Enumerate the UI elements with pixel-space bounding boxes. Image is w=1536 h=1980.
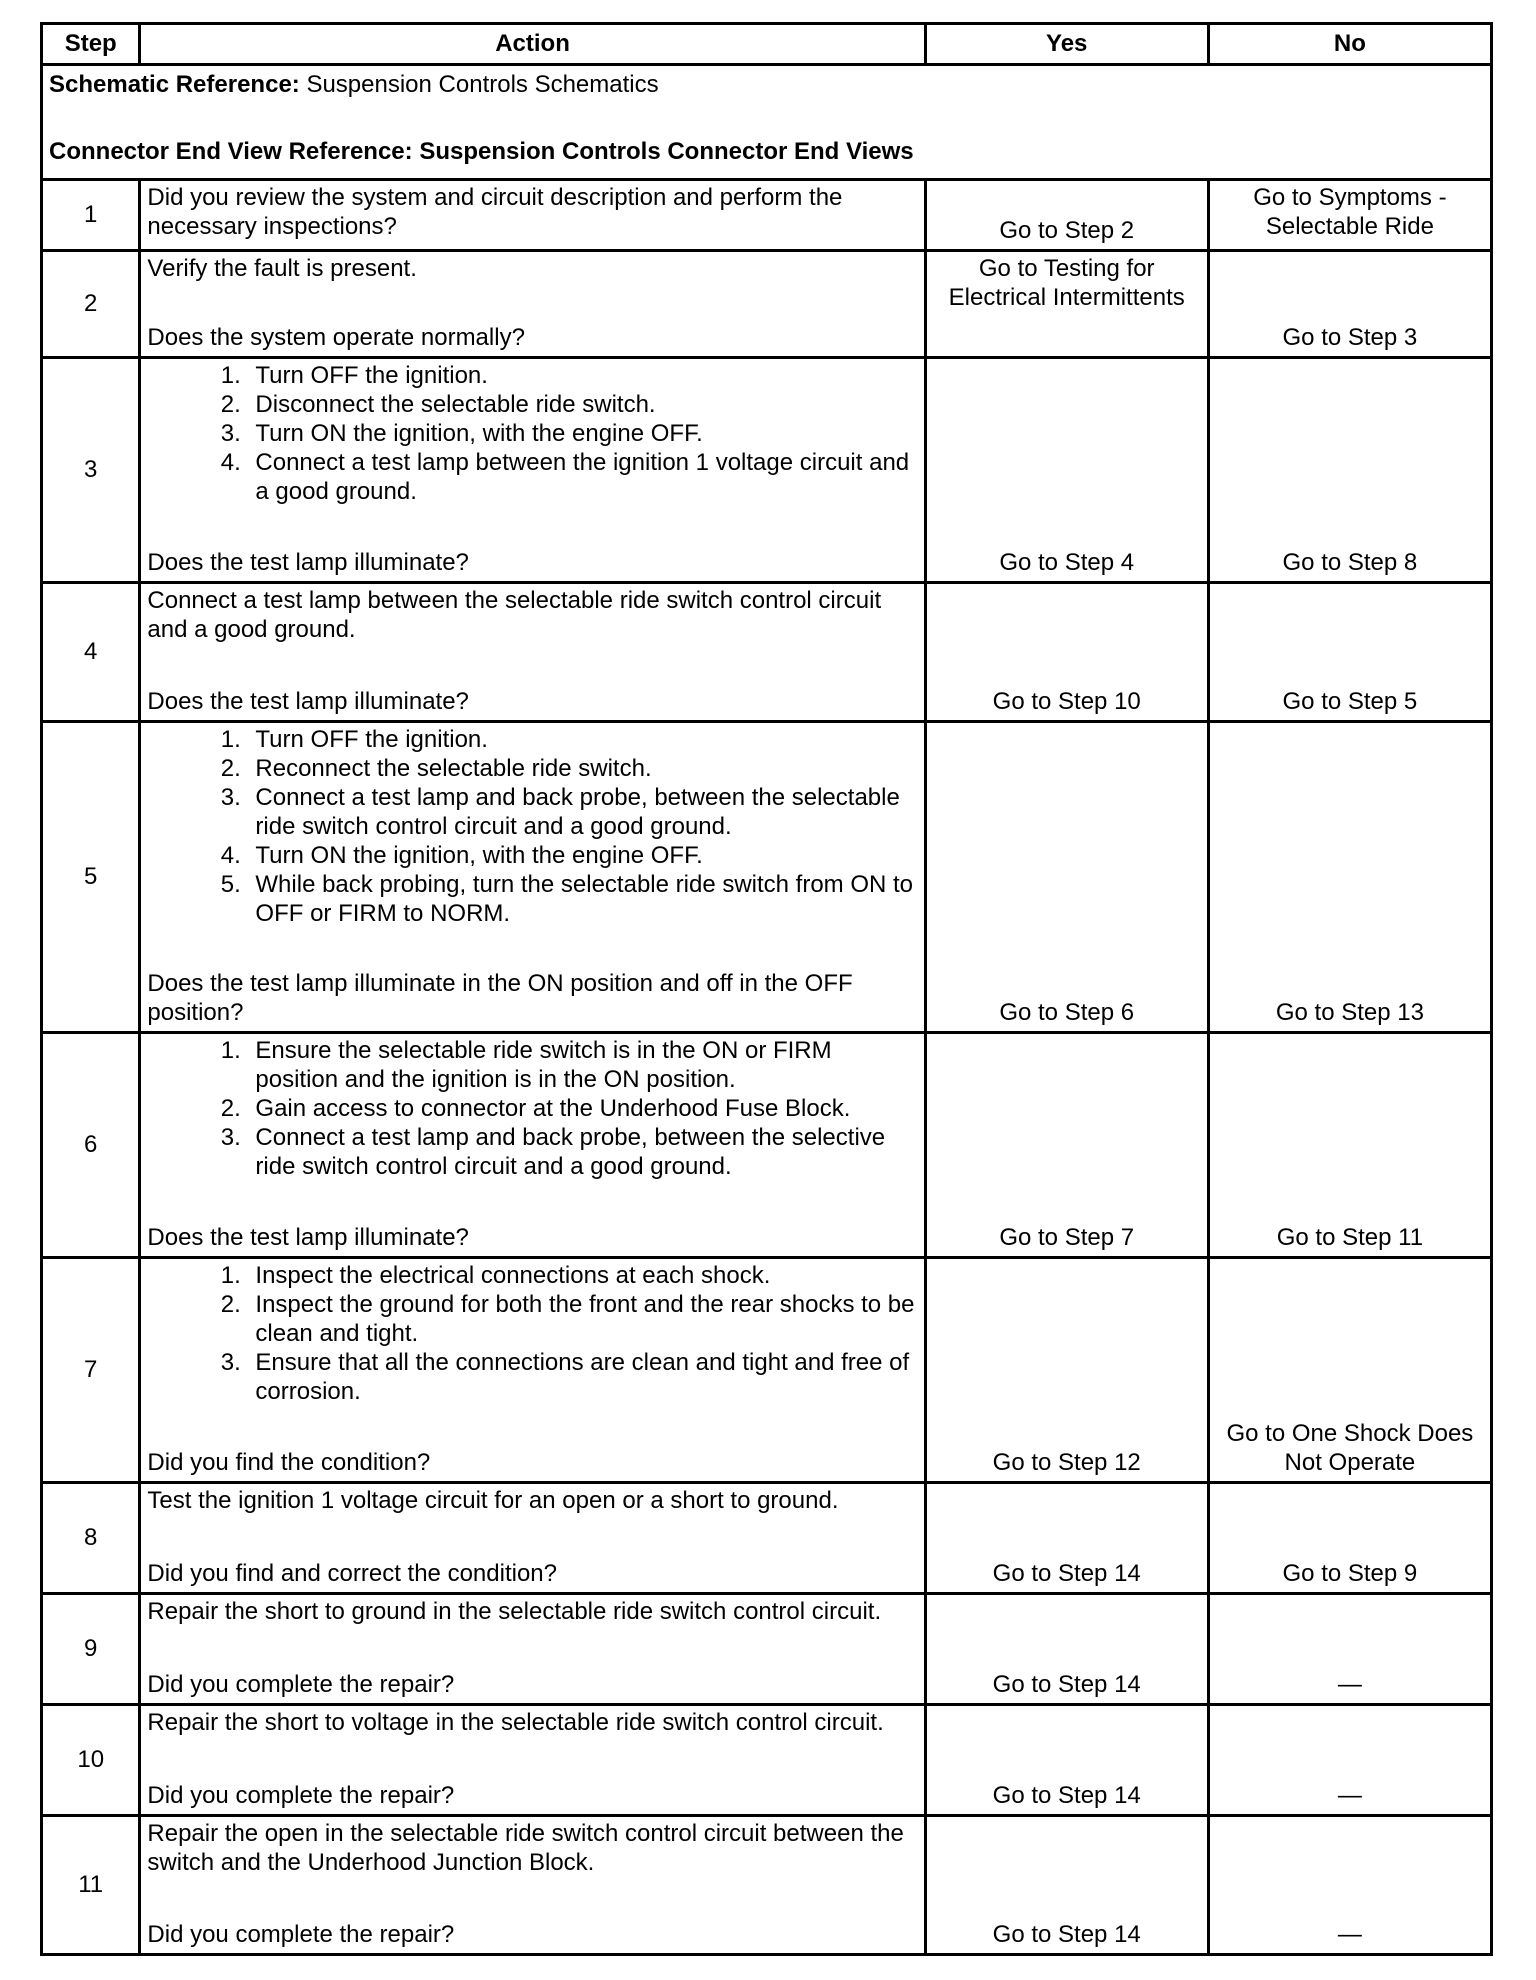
action-steps-list: [147, 1261, 917, 1406]
schematic-reference-label: Schematic Reference:: [49, 71, 300, 98]
action-step-item: 4. Connect a test lamp between the ignition 1 voltage circuit and a good ground.: [247, 448, 917, 506]
step-number: 1: [42, 180, 140, 251]
action-step-item: 3. Connect a test lamp and back probe, between the selectable ride switch control circuit and a good ground.: [247, 783, 917, 841]
action-question: Does the test lamp illuminate?: [147, 1224, 469, 1251]
step-number: 2: [42, 251, 140, 358]
step-action: [140, 1033, 925, 1258]
step-action: [140, 583, 925, 722]
yes-result: Go to Step 10: [925, 583, 1208, 722]
no-result: Go to Step 3: [1208, 251, 1491, 358]
action-question: Did you find and correct the condition?: [147, 1560, 557, 1587]
action-step-item: 1. Turn OFF the ignition.: [247, 361, 917, 390]
yes-result: Go to Step 14: [925, 1483, 1208, 1594]
action-question: Did you complete the repair?: [147, 1782, 455, 1809]
action-question: Does the system operate normally?: [147, 324, 525, 351]
connector-reference-text: Connector End View Reference: Suspension Controls Connector End Views: [49, 138, 914, 165]
action-text: Connect a test lamp between the selectable ride switch control circuit and a good ground.: [147, 587, 882, 643]
action-step-item: 1. Turn OFF the ignition.: [247, 725, 917, 754]
table-row: [42, 180, 1492, 251]
action-text: Repair the open in the selectable ride switch control circuit between the switch and the Underhood Junction Block.: [147, 1820, 904, 1876]
step-number: 5: [42, 722, 140, 1033]
action-question: Does the test lamp illuminate in the ON position and off in the OFF position?: [147, 970, 853, 1026]
action-question: Does the test lamp illuminate?: [147, 549, 469, 576]
action-text: Verify the fault is present.: [147, 255, 417, 282]
header-yes: Yes: [925, 24, 1208, 65]
no-result: —: [1208, 1705, 1491, 1816]
step-number: 3: [42, 358, 140, 583]
step-number: 4: [42, 583, 140, 722]
table-row: [42, 251, 1492, 358]
header-action: Action: [140, 24, 925, 65]
action-steps-list: [147, 1036, 917, 1181]
action-question: Does the test lamp illuminate?: [147, 688, 469, 715]
no-result: Go to Step 11: [1208, 1033, 1491, 1258]
reference-cell: [42, 65, 1492, 180]
action-steps-list: [147, 361, 917, 506]
connector-reference: [49, 137, 1484, 166]
yes-result: Go to Step 2: [925, 180, 1208, 251]
step-action: [140, 1705, 925, 1816]
header-row: [42, 24, 1492, 65]
table-row: [42, 1816, 1492, 1955]
yes-result: Go to Step 14: [925, 1705, 1208, 1816]
action-step-item: 1. Inspect the electrical connections at each shock.: [247, 1261, 917, 1290]
action-text: Did you review the system and circuit description and perform the necessary inspections?: [147, 184, 843, 240]
step-action: [140, 358, 925, 583]
diagnostic-table: [40, 22, 1493, 1956]
step-number: 7: [42, 1258, 140, 1483]
step-action: [140, 251, 925, 358]
step-number: 10: [42, 1705, 140, 1816]
yes-result: Go to Testing for Electrical Intermittents: [925, 251, 1208, 358]
action-step-item: 3. Ensure that all the connections are clean and tight and free of corrosion.: [247, 1348, 917, 1406]
step-number: 6: [42, 1033, 140, 1258]
no-result: Go to Step 5: [1208, 583, 1491, 722]
no-result: Go to One Shock Does Not Operate: [1208, 1258, 1491, 1483]
action-question: Did you find the condition?: [147, 1449, 431, 1476]
step-number: 8: [42, 1483, 140, 1594]
step-action: [140, 722, 925, 1033]
action-step-item: 2. Disconnect the selectable ride switch.: [247, 390, 917, 419]
step-action: [140, 180, 925, 251]
no-result: Go to Step 8: [1208, 358, 1491, 583]
table-row: [42, 358, 1492, 583]
action-step-item: 5. While back probing, turn the selectable ride switch from ON to OFF or FIRM to NORM.: [247, 870, 917, 928]
yes-result: Go to Step 4: [925, 358, 1208, 583]
yes-result: Go to Step 14: [925, 1816, 1208, 1955]
table-row: [42, 1483, 1492, 1594]
table-row: [42, 1033, 1492, 1258]
step-action: [140, 1816, 925, 1955]
no-result: Go to Step 13: [1208, 722, 1491, 1033]
schematic-reference: [49, 70, 1484, 99]
header-step: Step: [42, 24, 140, 65]
action-step-item: 2. Inspect the ground for both the front and the rear shocks to be clean and tight.: [247, 1290, 917, 1348]
yes-result: Go to Step 12: [925, 1258, 1208, 1483]
action-steps-list: [147, 725, 917, 928]
table-row: [42, 722, 1492, 1033]
action-step-item: 2. Reconnect the selectable ride switch.: [247, 754, 917, 783]
table-row: [42, 1594, 1492, 1705]
action-question: Did you complete the repair?: [147, 1671, 455, 1698]
schematic-reference-value: Suspension Controls Schematics: [299, 71, 659, 98]
action-step-item: 4. Turn ON the ignition, with the engine OFF.: [247, 841, 917, 870]
action-text: Repair the short to voltage in the selectable ride switch control circuit.: [147, 1709, 884, 1736]
yes-result: Go to Step 6: [925, 722, 1208, 1033]
table-row: [42, 583, 1492, 722]
step-action: [140, 1594, 925, 1705]
step-number: 11: [42, 1816, 140, 1955]
step-number: 9: [42, 1594, 140, 1705]
no-result: —: [1208, 1816, 1491, 1955]
action-text: Repair the short to ground in the selectable ride switch control circuit.: [147, 1598, 882, 1625]
no-result: —: [1208, 1594, 1491, 1705]
action-step-item: 2. Gain access to connector at the Underhood Fuse Block.: [247, 1094, 917, 1123]
table-row: [42, 1258, 1492, 1483]
yes-result: Go to Step 14: [925, 1594, 1208, 1705]
action-text: Test the ignition 1 voltage circuit for an open or a short to ground.: [147, 1487, 839, 1514]
table-row: [42, 1705, 1492, 1816]
yes-result: Go to Step 7: [925, 1033, 1208, 1258]
no-result: Go to Symptoms - Selectable Ride: [1208, 180, 1491, 251]
action-question: Did you complete the repair?: [147, 1921, 455, 1948]
step-action: [140, 1483, 925, 1594]
step-action: [140, 1258, 925, 1483]
header-no: No: [1208, 24, 1491, 65]
action-step-item: 3. Connect a test lamp and back probe, between the selective ride switch control circuit and a good ground.: [247, 1123, 917, 1181]
reference-row: [42, 65, 1492, 180]
no-result: Go to Step 9: [1208, 1483, 1491, 1594]
action-step-item: 1. Ensure the selectable ride switch is in the ON or FIRM position and the ignition is in the ON position.: [247, 1036, 917, 1094]
action-step-item: 3. Turn ON the ignition, with the engine OFF.: [247, 419, 917, 448]
